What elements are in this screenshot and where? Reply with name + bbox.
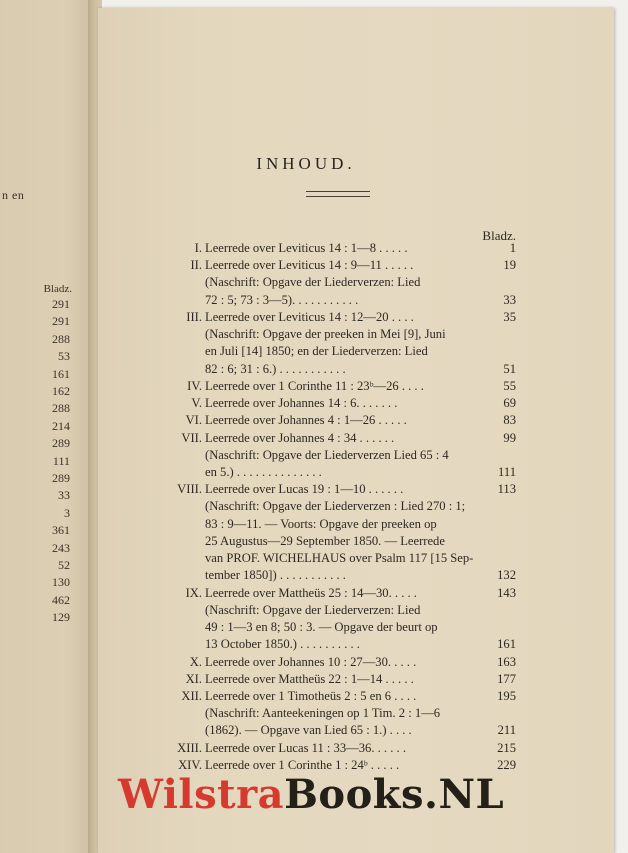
toc-entry-page: 51: [503, 361, 516, 376]
toc-entry: [154, 585, 516, 602]
toc-entry-page: 99: [503, 430, 516, 445]
toc-entry-page: 19: [503, 258, 516, 273]
page-column-header: Bladz.: [482, 228, 516, 243]
toc-entry-text: (Naschrift: Opgave der preeken in Mei [9], Juni: [205, 327, 446, 342]
left-page-number: 243: [52, 540, 70, 555]
toc-entry-text: Leerrede over Johannes 4 : 34 . . . . . .: [205, 430, 395, 445]
toc-entry: [154, 688, 516, 705]
toc-entry: [154, 240, 516, 257]
toc-entry-number: XIV.: [178, 757, 202, 772]
toc-entry: [154, 361, 516, 378]
toc-entry-text: (1862). — Opgave van Lied 65 : 1.) . . . .: [205, 723, 412, 738]
watermark-part-1: Wilstra: [118, 771, 285, 818]
left-page-number: 111: [52, 453, 70, 468]
watermark-logo: [118, 768, 518, 822]
toc-entry-text: Leerrede over 1 Timotheüs 2 : 5 en 6 . . . .: [205, 688, 417, 703]
toc-entry: [154, 395, 516, 412]
left-page-number: 289: [52, 436, 70, 451]
toc-entry-text: Leerrede over Leviticus 14 : 9—11 . . . . .: [205, 258, 414, 273]
toc-entry-text: 72 : 5; 73 : 3—5). . . . . . . . . . .: [205, 292, 359, 307]
toc-entry: [154, 654, 516, 671]
toc-entry: [154, 309, 516, 326]
toc-entry-page: 215: [497, 740, 516, 755]
toc-entry-text: Leerrede over Johannes 10 : 27—30. . . . .: [205, 654, 417, 669]
toc-entry-page: 143: [497, 585, 516, 600]
toc-entry: [154, 430, 516, 447]
toc-entry: [154, 516, 516, 533]
toc-entry-page: 132: [497, 568, 516, 583]
contents-page: [98, 8, 614, 853]
left-page-header: Bladz.: [43, 283, 72, 295]
left-page-number: 130: [52, 575, 70, 590]
toc-entry: [154, 705, 516, 722]
left-page-number: 289: [52, 471, 70, 485]
toc-entry-text: Leerrede over Johannes 4 : 1—26 . . . . .: [205, 413, 407, 428]
toc-entry-text: Leerrede over Johannes 14 : 6. . . . . . .: [205, 396, 398, 411]
toc-entry-text: Leerrede over Leviticus 14 : 12—20 . . . .: [205, 309, 414, 324]
toc-entry-number: III.: [186, 309, 202, 324]
toc-entry-page: 161: [497, 637, 516, 652]
toc-entry-number: XIII.: [177, 740, 202, 755]
toc-entry-text: (Naschrift: Opgave der Liederverzen: Lied: [205, 602, 421, 617]
toc-entry: [154, 292, 516, 309]
toc-entry-text: Leerrede over 1 Corinthe 1 : 24ᵇ . . . . .: [205, 757, 400, 772]
left-page-number: 53: [58, 349, 70, 364]
left-page-number: 291: [52, 314, 70, 329]
left-page-number: 291: [52, 297, 70, 311]
left-page-number: 288: [52, 401, 70, 416]
toc-entry-number: XI.: [185, 671, 202, 686]
toc-entry-number: VI.: [185, 413, 202, 428]
toc-entry-number: V.: [191, 396, 202, 411]
toc-entry-page: 1: [509, 241, 516, 255]
toc-entry-text: Leerrede over Mattheüs 22 : 1—14 . . . . .: [205, 671, 414, 686]
toc-entry: [154, 343, 516, 360]
left-page-number: 361: [52, 523, 70, 538]
toc-entry-text: Leerrede over Lucas 11 : 33—36. . . . . .: [205, 740, 406, 755]
left-page-number: 52: [58, 558, 70, 572]
toc-entry: [154, 447, 516, 464]
toc-entry-number: VIII.: [177, 482, 202, 497]
toc-entry: [154, 636, 516, 653]
left-page-number: 288: [52, 331, 70, 346]
toc-entry: [154, 602, 516, 619]
toc-entry: [154, 671, 516, 688]
toc-entry-page: 195: [497, 688, 516, 703]
toc-entry-number: X.: [189, 654, 202, 669]
toc-entry-page: 55: [503, 378, 516, 393]
toc-entry-text: Leerrede over Leviticus 14 : 1—8 . . . . .: [205, 241, 408, 255]
toc-entry-text: (Naschrift: Opgave der Liederverzen Lied 65 : 4: [205, 447, 449, 462]
toc-entry: [154, 740, 516, 757]
toc-entry: [154, 481, 516, 498]
left-page-number: 3: [64, 505, 70, 520]
toc-entry: [154, 619, 516, 636]
toc-entry: [154, 567, 516, 584]
toc-entry-page: 33: [503, 292, 516, 307]
toc-entry-number: II.: [190, 258, 202, 273]
toc-entry-page: 35: [503, 309, 516, 324]
toc-entry: [154, 464, 516, 481]
toc-entry-page: 177: [497, 671, 516, 686]
toc-entry: [154, 498, 516, 515]
toc-entry-number: IV.: [187, 378, 202, 393]
toc-entry-number: IX.: [185, 585, 202, 600]
toc-entry-text: Leerrede over Mattheüs 25 : 14—30. . . . .: [205, 585, 417, 600]
toc-entry-page: 163: [497, 654, 516, 669]
toc-entry: [154, 412, 516, 429]
toc-entry-text: Leerrede over Lucas 19 : 1—10 . . . . . .: [205, 482, 404, 497]
toc-entry-text: 25 Augustus—29 September 1850. — Leerrede: [205, 533, 445, 548]
toc-entry-text: 82 : 6; 31 : 6.) . . . . . . . . . . .: [205, 361, 346, 376]
toc-entry: [154, 533, 516, 550]
toc-entry-text: en Juli [14] 1850; en der Liederverzen: Lied: [205, 344, 428, 359]
toc-entry: [154, 326, 516, 343]
left-page-number: 129: [52, 610, 70, 625]
toc-entry-page: 113: [497, 482, 516, 497]
toc-entry-text: 83 : 9—11. — Voorts: Opgave der preeken op: [205, 516, 437, 531]
toc-entry-number: I.: [194, 241, 202, 255]
title-rule: [306, 191, 370, 197]
toc-entry-text: (Naschrift: Opgave der Liederverzen: Lied: [205, 275, 421, 290]
toc-entry-text: 13 October 1850.) . . . . . . . . . .: [205, 637, 360, 652]
toc-entry-text: Leerrede over 1 Corinthe 11 : 23ᵇ—26 . . . .: [205, 378, 424, 393]
left-page-number: 162: [52, 384, 70, 398]
toc-entry-page: 211: [497, 723, 516, 738]
toc-entry: [154, 274, 516, 291]
toc-entry-text: tember 1850]) . . . . . . . . . . .: [205, 568, 346, 583]
left-page-number: 214: [52, 418, 70, 433]
toc-entry-number: XII.: [181, 688, 202, 703]
page-title: INHOUD.: [256, 154, 356, 173]
toc-entry-text: (Naschrift: Opgave der Liederverzen : Lied 270 : 1;: [205, 499, 466, 514]
toc-entry-text: 49 : 1—3 en 8; 50 : 3. — Opgave der beurt op: [205, 620, 438, 635]
toc-entry-page: 83: [503, 413, 516, 428]
toc-entry-text: van PROF. WICHELHAUS over Psalm 117 [15 Sep-: [205, 551, 474, 566]
toc-entry: [154, 378, 516, 395]
toc-entry-text: en 5.) . . . . . . . . . . . . . .: [205, 464, 322, 479]
toc-entry: [154, 550, 516, 567]
toc-entry-page: 229: [497, 757, 516, 772]
left-page: [0, 0, 92, 853]
left-page-number: 161: [52, 366, 70, 381]
toc-entry-text: (Naschrift: Aanteekeningen op 1 Tim. 2 : 1—6: [205, 706, 441, 721]
toc-entry-number: VII.: [181, 430, 202, 445]
toc-entry-page: 111: [498, 464, 516, 479]
watermark-part-2: Books.NL: [284, 771, 505, 818]
toc-entry: [154, 722, 516, 739]
toc-entry-page: 69: [503, 396, 516, 411]
toc-entry: [154, 257, 516, 274]
left-page-number: 33: [58, 488, 70, 503]
left-page-fragment: n en: [2, 188, 25, 202]
left-page-number: 462: [52, 592, 70, 607]
